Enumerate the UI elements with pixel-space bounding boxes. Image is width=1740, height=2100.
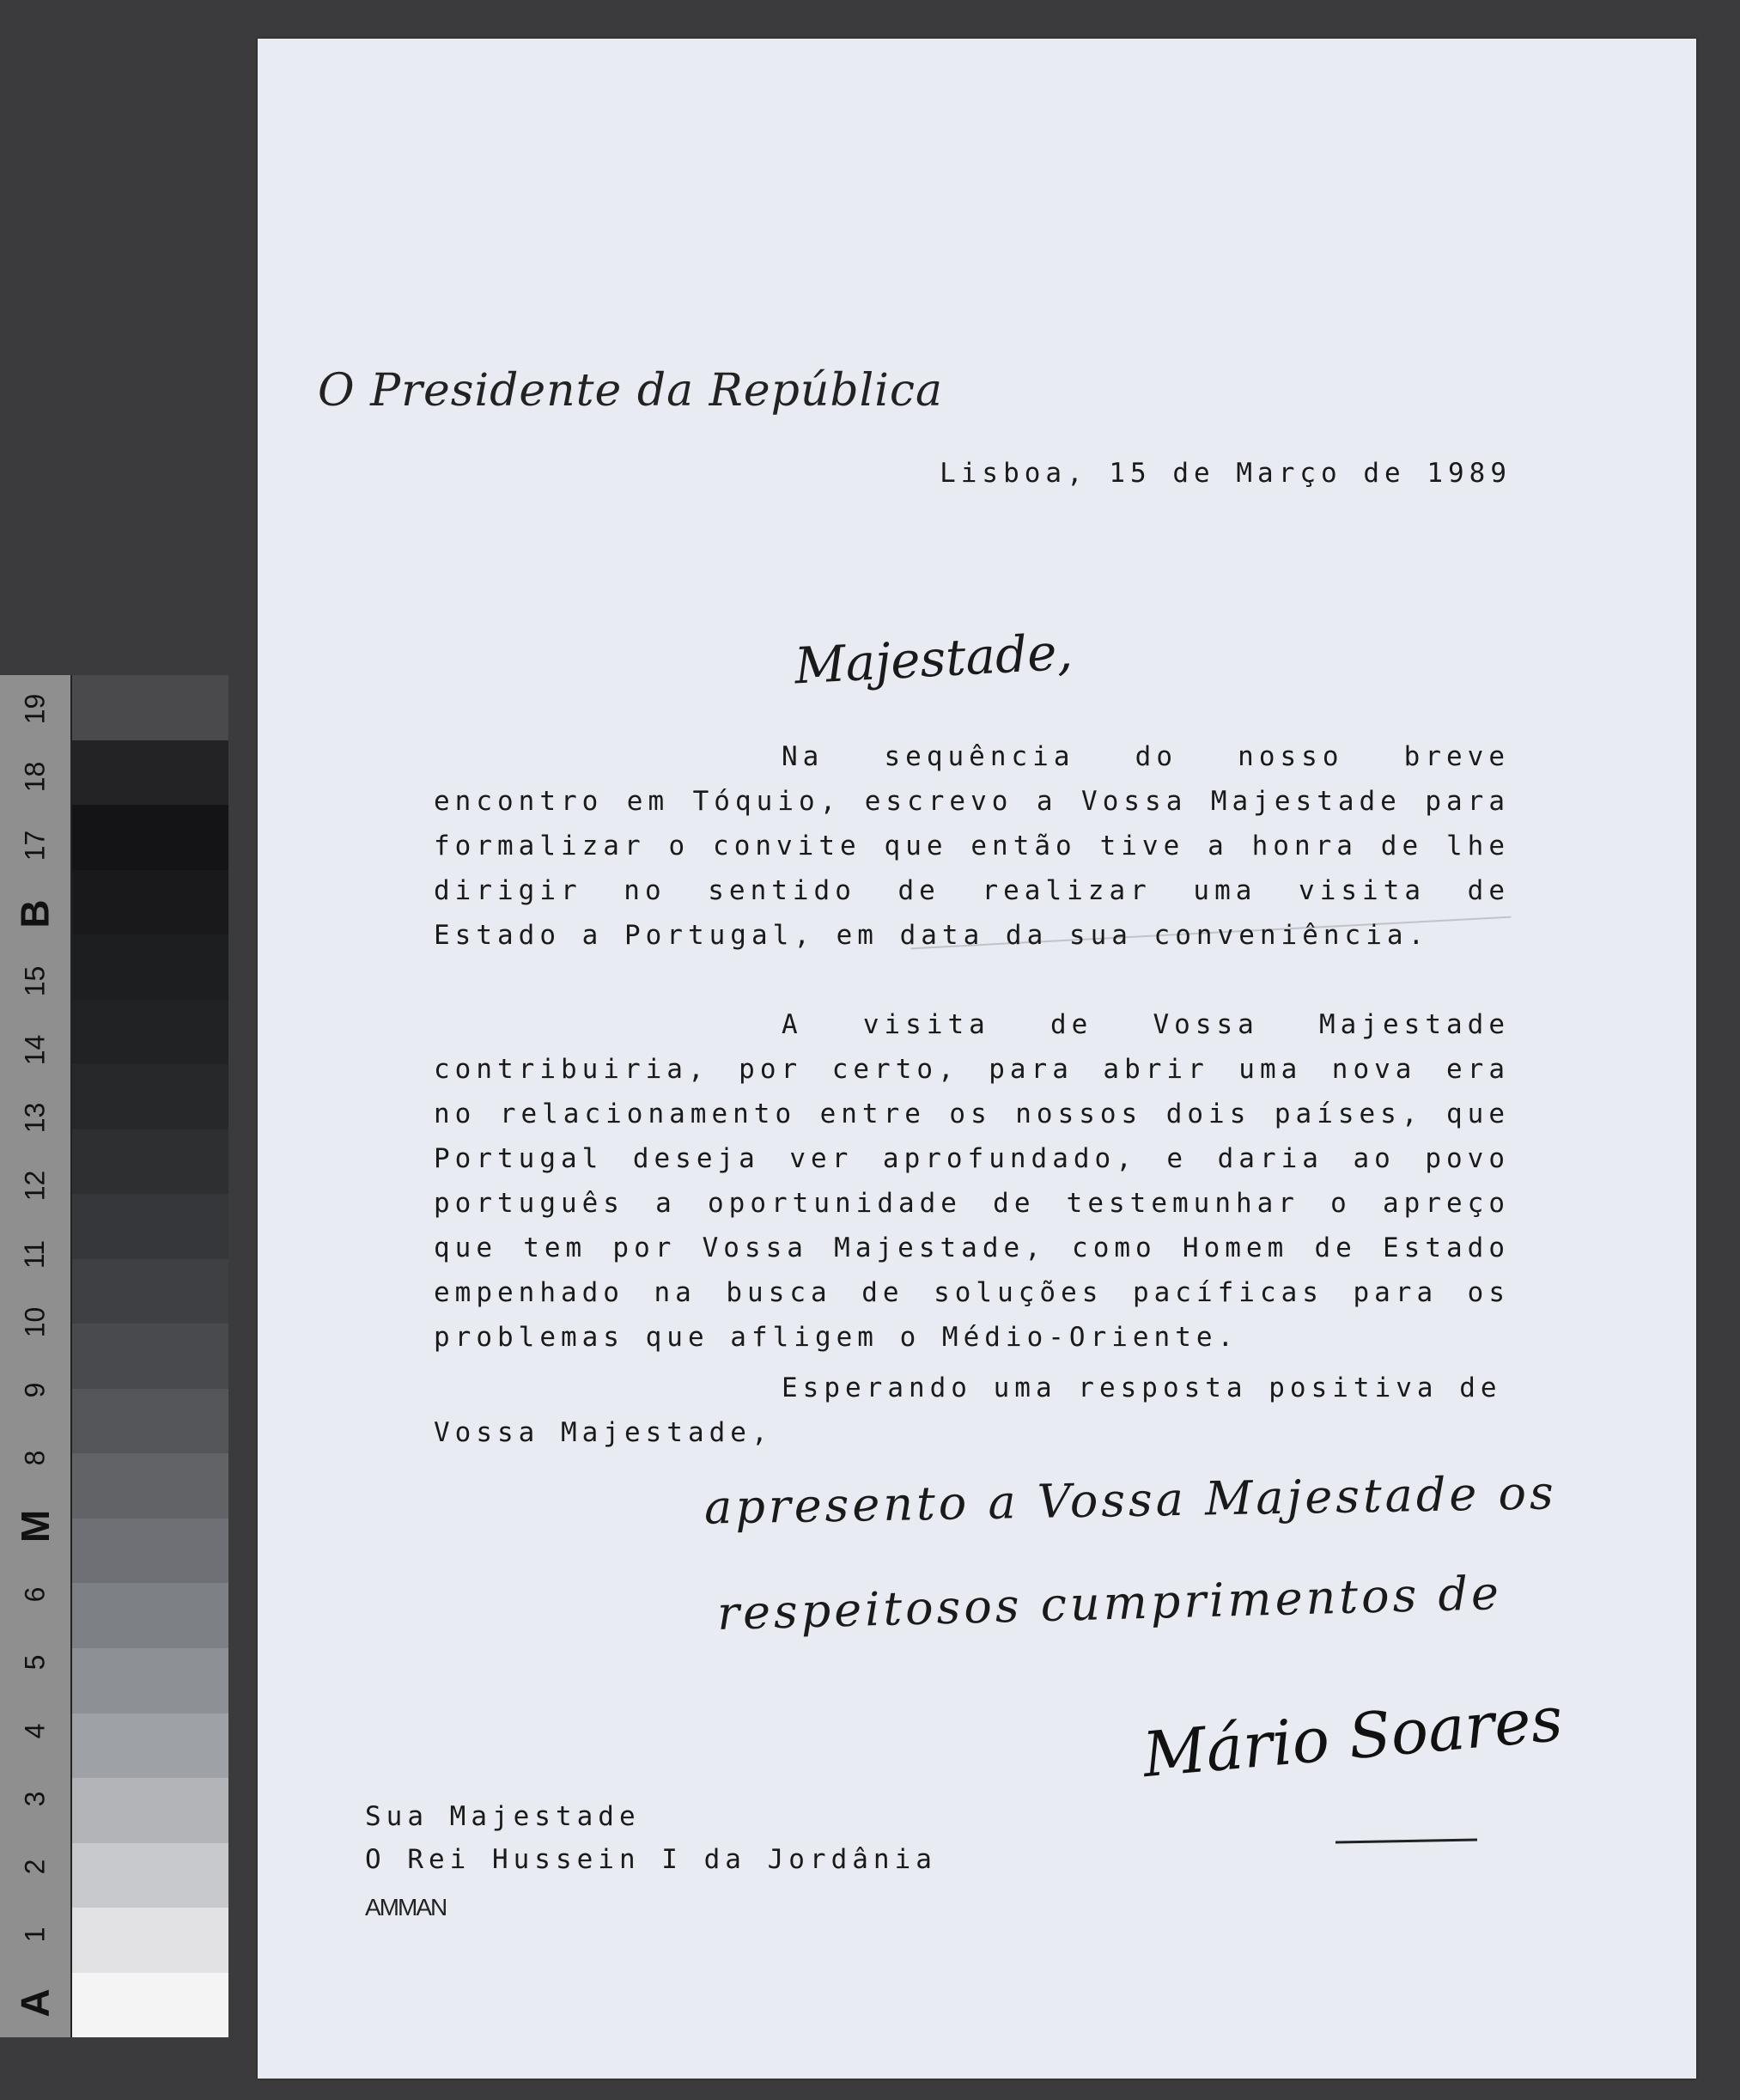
grey-patch	[72, 1843, 228, 1908]
grey-patch	[72, 1389, 228, 1454]
letter-page	[258, 39, 1696, 2079]
scale-label: 10	[19, 1306, 51, 1338]
grey-patch	[72, 805, 228, 870]
grey-patch-column	[70, 675, 228, 2037]
letterhead: O Presidente da República	[318, 365, 944, 417]
scale-label: 5	[19, 1654, 51, 1671]
grey-patch	[72, 1648, 228, 1713]
grey-patch	[72, 1973, 228, 2038]
scale-label: M	[12, 1510, 58, 1543]
grey-patch	[72, 1324, 228, 1389]
paragraph-text: Na sequência do nosso breve encontro em Tóquio, escrevo a Vossa Majestade para formalizar o convite que então tive a honra de lhe dirigir no sentido de realizar uma visita de Estado a Portugal, em data da sua conveniência.	[434, 741, 1510, 951]
scale-label: 1	[19, 1927, 51, 1943]
handwritten-salutation: Majestade,	[793, 622, 1074, 696]
grey-patch	[72, 1713, 228, 1779]
addressee-city: AMMAN	[365, 1894, 447, 1920]
scale-label: 4	[19, 1723, 51, 1738]
scale-label: 13	[19, 1102, 51, 1134]
grey-patch	[72, 1000, 228, 1065]
scale-label: 14	[19, 1034, 51, 1065]
letter-date: Lisboa, 15 de Março de 1989	[940, 458, 1512, 489]
grey-patch	[72, 1259, 228, 1324]
paragraph-2	[434, 1002, 1510, 1360]
grey-patch	[72, 1453, 228, 1519]
scale-label: 12	[19, 1170, 51, 1202]
addressee-line-1: Sua Majestade	[365, 1801, 641, 1832]
addressee-block	[365, 1795, 937, 1881]
addressee-line-2: O Rei Hussein I da Jordânia	[365, 1844, 937, 1875]
signature: Mário Soares	[1140, 1682, 1566, 1792]
grey-patch	[72, 1064, 228, 1129]
scale-label: 8	[19, 1451, 51, 1466]
grey-patch	[72, 740, 228, 806]
grey-patch	[72, 1583, 228, 1648]
paragraph-text: Esperando uma resposta positiva de Vossa Majestade,	[434, 1373, 1502, 1448]
paragraph-1	[434, 734, 1510, 958]
handwritten-closing-line-2: respeitosos cumprimentos de	[716, 1566, 1503, 1640]
scale-label: A	[12, 1988, 58, 2018]
color-scale-strip	[0, 675, 228, 2037]
scale-label: 11	[19, 1239, 51, 1269]
paragraph-text: A visita de Vossa Majestade contribuiria, por certo, para abrir uma nova era no relacionamento entre os nossos dois países, que Portugal deseja ver aprofundado, e daria ao povo português a oportunidade de testemunhar o apreço que tem por Vossa Majestade, como Homem de Estado empenhado na busca de soluções pacíficas para os problemas que afligem o Médio-Oriente.	[434, 1009, 1510, 1353]
scale-label: 2	[19, 1859, 51, 1875]
handwritten-closing-line-1: apresento a Vossa Majestade os	[703, 1465, 1558, 1535]
grey-patch	[72, 1194, 228, 1259]
grey-patch	[72, 1129, 228, 1195]
signature-underline	[1335, 1839, 1477, 1844]
scale-label: 17	[19, 830, 51, 861]
grey-patch	[72, 1908, 228, 1973]
grey-patch	[72, 934, 228, 1000]
paragraph-3	[434, 1366, 1510, 1455]
scale-label: 9	[19, 1382, 51, 1398]
scale-label: 6	[19, 1586, 51, 1603]
scale-label: 15	[19, 966, 51, 997]
grey-patch	[72, 675, 228, 740]
grey-patch	[72, 1519, 228, 1584]
grey-patch	[72, 870, 228, 935]
scale-label: 3	[19, 1791, 51, 1807]
scale-label: 18	[19, 762, 51, 793]
scale-label: 19	[19, 693, 51, 725]
grey-patch	[72, 1778, 228, 1843]
scale-label: B	[12, 898, 58, 928]
scale-number-column	[0, 675, 70, 2037]
